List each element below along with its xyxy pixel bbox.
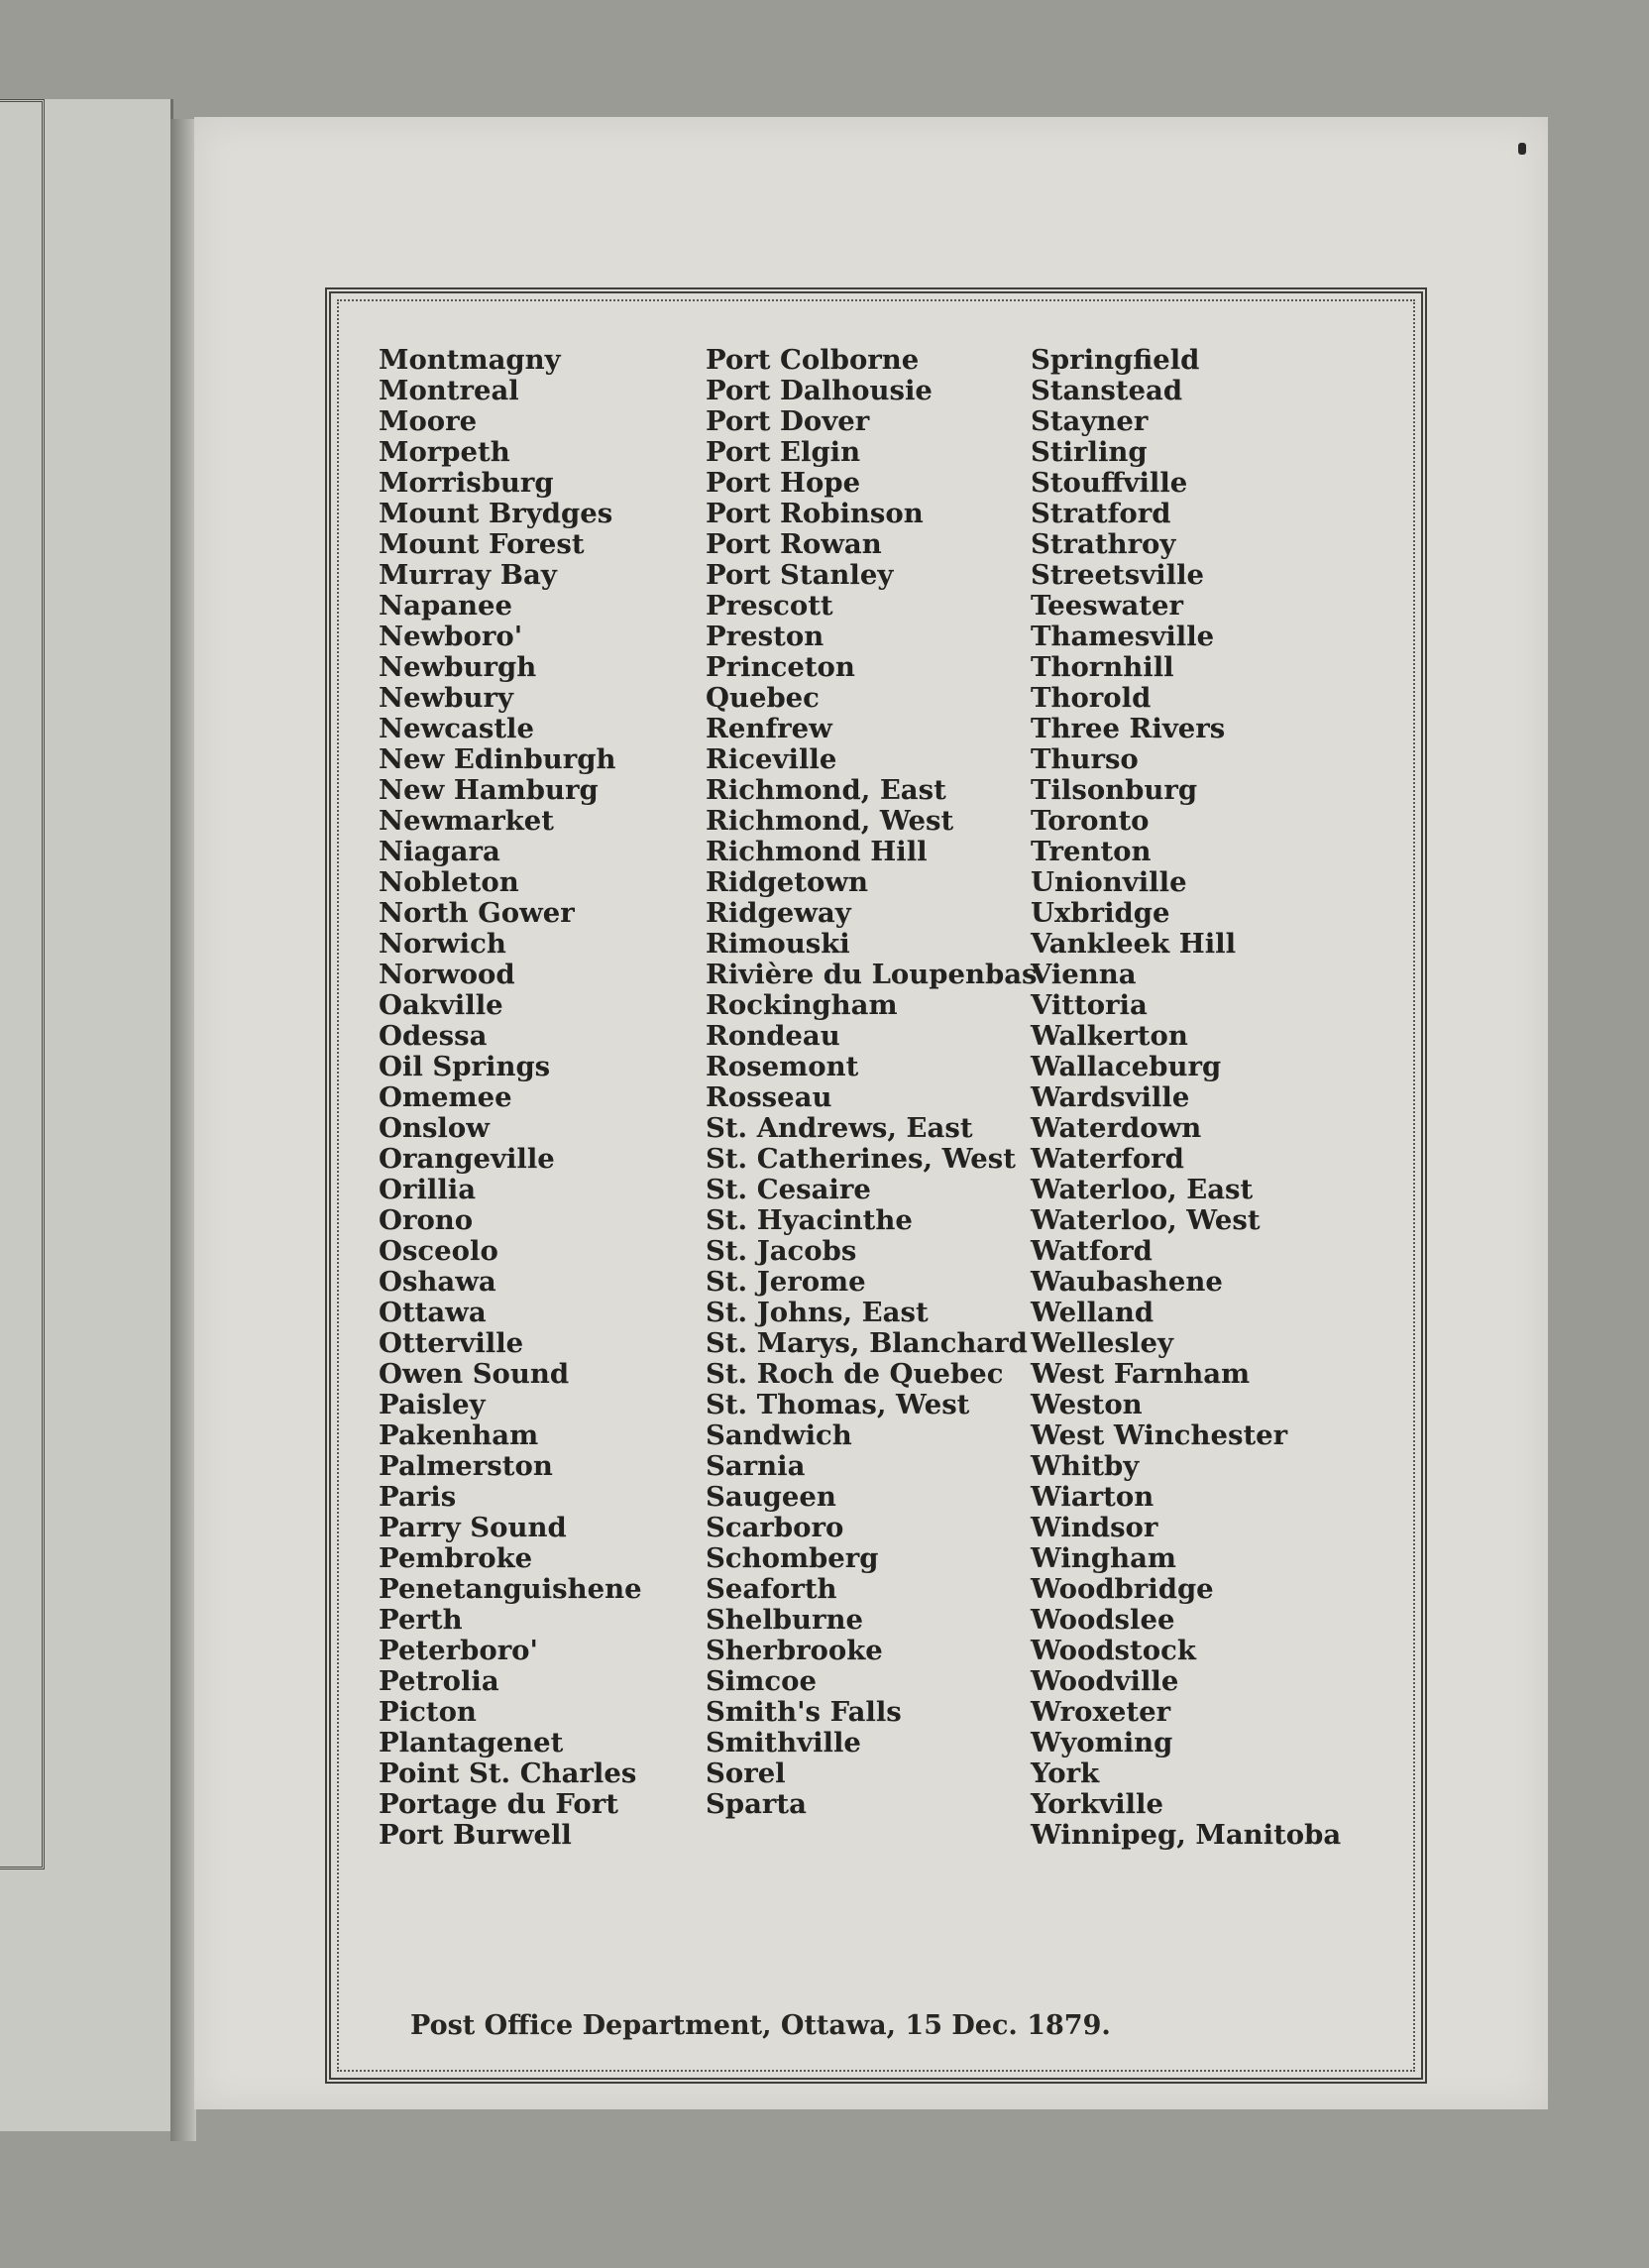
document-page bbox=[194, 117, 1548, 2109]
list-item: Richmond, West bbox=[706, 805, 954, 837]
list-item: Port Stanley bbox=[706, 559, 894, 591]
list-item: Mount Forest bbox=[379, 528, 585, 560]
list-item: Rockingham bbox=[706, 989, 898, 1021]
list-item: Newcastle bbox=[379, 713, 534, 744]
list-item: Peterboro' bbox=[379, 1635, 538, 1666]
list-item: St. Johns, East bbox=[706, 1297, 929, 1328]
list-item: West Farnham bbox=[1031, 1358, 1251, 1390]
list-item: Penetanguishene bbox=[379, 1573, 642, 1605]
list-item: St. Thomas, West bbox=[706, 1389, 970, 1420]
list-item: Woodbridge bbox=[1031, 1573, 1214, 1605]
list-item: Quebec bbox=[706, 682, 820, 714]
list-item: Sherbrooke bbox=[706, 1635, 883, 1666]
list-item: Riceville bbox=[706, 743, 837, 775]
list-item: Renfrew bbox=[706, 713, 832, 744]
list-item: St. Cesaire bbox=[706, 1174, 871, 1205]
list-item: Newboro' bbox=[379, 621, 523, 652]
list-item: Walkerton bbox=[1031, 1020, 1188, 1052]
list-item: Wingham bbox=[1031, 1542, 1176, 1574]
list-item: Vienna bbox=[1031, 959, 1137, 990]
list-item: Nobleton bbox=[379, 866, 519, 898]
list-item: Wyoming bbox=[1031, 1727, 1173, 1758]
list-item: Yorkville bbox=[1031, 1788, 1163, 1820]
list-item: Niagara bbox=[379, 836, 500, 867]
list-item: Morpeth bbox=[379, 436, 510, 468]
list-item: St. Hyacinthe bbox=[706, 1204, 913, 1236]
list-item: Stayner bbox=[1031, 405, 1149, 437]
list-item: Watford bbox=[1031, 1235, 1153, 1267]
list-item: Ridgeway bbox=[706, 897, 851, 929]
list-item: Pakenham bbox=[379, 1419, 539, 1451]
list-item: Richmond Hill bbox=[706, 836, 928, 867]
list-item: Sarnia bbox=[706, 1450, 806, 1482]
ink-speck bbox=[1518, 143, 1526, 155]
list-item: Unionville bbox=[1031, 866, 1187, 898]
list-item: Plantagenet bbox=[379, 1727, 564, 1758]
list-item: Toronto bbox=[1031, 805, 1150, 837]
ornamental-border bbox=[325, 287, 1427, 2084]
list-item: Paris bbox=[379, 1481, 457, 1513]
list-item: Parry Sound bbox=[379, 1512, 567, 1543]
list-item: Oakville bbox=[379, 989, 503, 1021]
list-column-1 bbox=[379, 345, 706, 1891]
list-item: Ridgetown bbox=[706, 866, 868, 898]
list-item: Waterloo, East bbox=[1031, 1174, 1254, 1205]
list-item: Thorold bbox=[1031, 682, 1152, 714]
list-item: Rosseau bbox=[706, 1081, 832, 1113]
list-item: Saugeen bbox=[706, 1481, 836, 1513]
list-item: Simcoe bbox=[706, 1665, 817, 1697]
list-item: New Hamburg bbox=[379, 774, 599, 806]
list-item: Port Dover bbox=[706, 405, 870, 437]
left-page-border bbox=[0, 99, 45, 1870]
list-item: Weston bbox=[1031, 1389, 1143, 1420]
list-item: Woodstock bbox=[1031, 1635, 1196, 1666]
list-item: Stirling bbox=[1031, 436, 1148, 468]
list-item: Rondeau bbox=[706, 1020, 840, 1052]
list-item: Paisley bbox=[379, 1389, 486, 1420]
list-item: Petrolia bbox=[379, 1665, 499, 1697]
list-item: Port Dalhousie bbox=[706, 375, 933, 406]
list-item: West Winchester bbox=[1031, 1419, 1288, 1451]
list-item: Thurso bbox=[1031, 743, 1139, 775]
list-item: Springfield bbox=[1031, 344, 1200, 376]
list-item: Shelburne bbox=[706, 1604, 863, 1636]
post-office-list bbox=[379, 345, 1389, 1891]
list-item: New Edinburgh bbox=[379, 743, 616, 775]
list-item: Newbury bbox=[379, 682, 513, 714]
list-item: Thornhill bbox=[1031, 651, 1174, 683]
list-item: Richmond, East bbox=[706, 774, 946, 806]
list-item: Rimouski bbox=[706, 928, 850, 960]
list-item: Waubashene bbox=[1031, 1266, 1223, 1298]
list-item: Port Robinson bbox=[706, 498, 924, 529]
list-item: Princeton bbox=[706, 651, 855, 683]
list-item: Wardsville bbox=[1031, 1081, 1190, 1113]
list-item: Montreal bbox=[379, 375, 519, 406]
list-item: Port Burwell bbox=[379, 1819, 572, 1851]
list-item: Sparta bbox=[706, 1788, 807, 1820]
list-item: Oshawa bbox=[379, 1266, 496, 1298]
list-item: Thamesville bbox=[1031, 621, 1215, 652]
list-item: St. Jacobs bbox=[706, 1235, 857, 1267]
list-item: Napanee bbox=[379, 590, 512, 622]
list-item: Woodslee bbox=[1031, 1604, 1175, 1636]
list-item: Wiarton bbox=[1031, 1481, 1154, 1513]
list-item: Stouffville bbox=[1031, 467, 1188, 499]
list-item: Waterford bbox=[1031, 1143, 1184, 1175]
list-item: Morrisburg bbox=[379, 467, 554, 499]
list-item: Sorel bbox=[706, 1758, 786, 1789]
list-item: Sandwich bbox=[706, 1419, 852, 1451]
list-item: Strathroy bbox=[1031, 528, 1176, 560]
list-item: Newburgh bbox=[379, 651, 537, 683]
list-item: St. Catherines, West bbox=[706, 1143, 1016, 1175]
list-item: Mount Brydges bbox=[379, 498, 613, 529]
list-item: St. Marys, Blanchard bbox=[706, 1327, 1028, 1359]
list-item: Stanstead bbox=[1031, 375, 1183, 406]
list-item: Smithville bbox=[706, 1727, 861, 1758]
list-item: Norwood bbox=[379, 959, 515, 990]
list-item: Stratford bbox=[1031, 498, 1171, 529]
list-item: Oil Springs bbox=[379, 1051, 551, 1082]
list-item: Omemee bbox=[379, 1081, 512, 1113]
list-item: Otterville bbox=[379, 1327, 524, 1359]
list-item: Rivière du Loupenbas bbox=[706, 959, 1038, 990]
list-item: Orillia bbox=[379, 1174, 477, 1205]
list-item: Wellesley bbox=[1031, 1327, 1173, 1359]
list-item: Picton bbox=[379, 1696, 477, 1728]
list-item: Schomberg bbox=[706, 1542, 879, 1574]
list-item: Norwich bbox=[379, 928, 506, 960]
list-item: Vankleek Hill bbox=[1031, 928, 1237, 960]
list-item: Perth bbox=[379, 1604, 463, 1636]
list-item: Vittoria bbox=[1031, 989, 1148, 1021]
list-item: Waterloo, West bbox=[1031, 1204, 1261, 1236]
book-gutter bbox=[170, 119, 196, 2141]
list-item: Port Colborne bbox=[706, 344, 920, 376]
list-item: Newmarket bbox=[379, 805, 554, 837]
list-item: Orangeville bbox=[379, 1143, 555, 1175]
list-item: Prescott bbox=[706, 590, 833, 622]
list-column-2 bbox=[706, 344, 1038, 1891]
list-item: Owen Sound bbox=[379, 1358, 570, 1390]
list-item: Orono bbox=[379, 1204, 474, 1236]
list-item: Port Elgin bbox=[706, 436, 861, 468]
list-item: Trenton bbox=[1031, 836, 1152, 867]
list-item: St. Jerome bbox=[706, 1266, 866, 1298]
list-item: Streetsville bbox=[1031, 559, 1205, 591]
list-item: Smith's Falls bbox=[706, 1696, 902, 1728]
footer-signature: Post Office Department, Ottawa, 15 Dec. 1879. bbox=[410, 2010, 1111, 2041]
list-item: Pembroke bbox=[379, 1542, 533, 1574]
list-item: Palmerston bbox=[379, 1450, 553, 1482]
list-item: Seaforth bbox=[706, 1573, 837, 1605]
list-item: Welland bbox=[1031, 1297, 1154, 1328]
list-item: York bbox=[1031, 1758, 1100, 1789]
list-item: Murray Bay bbox=[379, 559, 557, 591]
list-item: Wroxeter bbox=[1031, 1696, 1171, 1728]
list-item: Port Hope bbox=[706, 467, 861, 499]
list-column-3 bbox=[1031, 345, 1377, 1891]
list-item: Port Rowan bbox=[706, 528, 882, 560]
list-item: Tilsonburg bbox=[1031, 774, 1198, 806]
list-item: Three Rivers bbox=[1031, 713, 1226, 744]
list-item: Uxbridge bbox=[1031, 897, 1170, 929]
list-item: Odessa bbox=[379, 1020, 488, 1052]
list-item: Scarboro bbox=[706, 1512, 844, 1543]
list-item: St. Andrews, East bbox=[706, 1112, 973, 1144]
list-item: Montmagny bbox=[379, 344, 561, 376]
list-item: North Gower bbox=[379, 897, 575, 929]
list-item: Windsor bbox=[1031, 1512, 1158, 1543]
list-item: Teeswater bbox=[1031, 590, 1183, 622]
list-item: Point St. Charles bbox=[379, 1758, 637, 1789]
list-item: Portage du Fort bbox=[379, 1788, 618, 1820]
list-item: Wallaceburg bbox=[1031, 1051, 1222, 1082]
list-item: St. Roch de Quebec bbox=[706, 1358, 1004, 1390]
list-item: Winnipeg, Manitoba bbox=[1031, 1819, 1342, 1851]
list-item: Waterdown bbox=[1031, 1112, 1202, 1144]
list-item: Preston bbox=[706, 621, 824, 652]
list-item: Whitby bbox=[1031, 1450, 1140, 1482]
list-item: Woodville bbox=[1031, 1665, 1179, 1697]
list-item: Moore bbox=[379, 405, 478, 437]
list-item: Rosemont bbox=[706, 1051, 859, 1082]
list-item: Onslow bbox=[379, 1112, 490, 1144]
list-item: Osceolo bbox=[379, 1235, 498, 1267]
list-item: Ottawa bbox=[379, 1297, 487, 1328]
